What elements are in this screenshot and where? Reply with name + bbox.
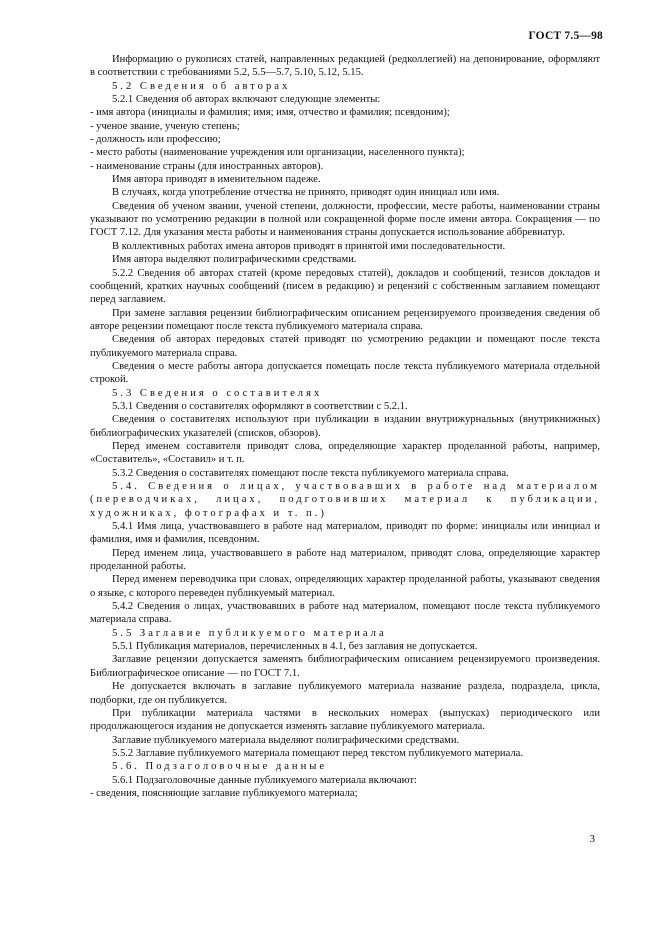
paragraph: 5.6.1 Подзаголовочные данные публикуемого материала включают: — [112, 774, 417, 786]
paragraph: Заглавие публикуемого материала выделяют полиграфическими средствами. — [112, 734, 460, 746]
section-heading: 5.6. Подзаголовочные данные — [112, 761, 328, 773]
section-heading: 5.5 Заглавие публикуемого материала — [112, 627, 387, 639]
page-number: 3 — [589, 833, 595, 845]
paragraph: 5.2.2 Сведения об авторах статей (кроме передовых статей), докладов и сообщений, тезисов докладов и сообщений, кратких научных сообщений (писем в редакцию) и рецензий с собственным заглавием помещают перед заглавием. — [90, 267, 600, 306]
paragraph: При публикации материала частями в нескольких номерах (выпусках) периодического или продолжающегося издания не допускается изменять заглавие публикуемого материала. — [90, 707, 600, 733]
paragraph: Сведения об ученом звании, ученой степени, должности, профессии, месте работы, наименовании страны указывают по усмотрению редакции в полной или сокращенной форме после имени автора. Сокращения — по ГОСТ 7.12. Для указания места работы и наименования страны допускается использование аббревиатур. — [90, 200, 600, 239]
body-text — [90, 53, 600, 800]
section-heading: 5.3 Сведения о составителях — [112, 387, 323, 399]
paragraph: 5.4.1 Имя лица, участвовавшего в работе над материалом, приводят по форме: инициалы или инициал и фамилия, имя и фамилия, псевдоним. — [90, 521, 600, 546]
section-heading: 5.4. Сведения о лицах, участвовавших в работе над материалом (переводчиках, лицах, подготовивших материал к публикации, художниках, фотографах и т. п.) — [90, 481, 600, 519]
paragraph: Имя автора приводят в именительном падеже. — [112, 174, 321, 186]
paragraph: 5.3.2 Сведения о составителях помещают после текста публикуемого материала справа. — [112, 467, 509, 479]
paragraph: Имя автора выделяют полиграфическими средствами. — [112, 254, 357, 266]
paragraph: - имя автора (инициалы и фамилия; имя; имя, отчество и фамилия; псевдоним); — [90, 107, 450, 119]
standard-header: ГОСТ 7.5—98 — [528, 30, 603, 42]
paragraph: - место работы (наименование учреждения или организации, населенного пункта); — [90, 147, 465, 159]
paragraph: 5.2.1 Сведения об авторах включают следующие элементы: — [112, 94, 381, 106]
paragraph: Перед именем переводчика при словах, определяющих характер проделанной работы, указывают сведения о языке, с которого переведен публикуемый материал. — [90, 574, 600, 599]
paragraph: Перед именем составителя приводят слова, определяющие характер проделанной работы, например, «Составитель», «Составил» и т. п. — [90, 440, 600, 466]
paragraph: Сведения об авторах передовых статей приводят по усмотрению редакции и помещают после текста публикуемого материала справа. — [90, 334, 600, 359]
paragraph: Сведения о составителях используют при публикации в издании внутрижурнальных (внутрикнижных) библиографических указателей (списков, обзоров). — [90, 414, 600, 439]
paragraph: - наименование страны (для иностранных авторов). — [90, 160, 324, 172]
paragraph: Заглавие рецензии допускается заменять библиографическим описанием рецензируемого произведения. Библиографическое описание — по ГОСТ 7.1. — [90, 654, 600, 679]
paragraph: - должность или профессию; — [90, 134, 221, 146]
paragraph: Не допускается включать в заглавие публикуемого материала название раздела, подраздела, цикла, подборки, где он публикуется. — [90, 681, 600, 706]
paragraph: 5.3.1 Сведения о составителях оформляют в соответствии с 5.2.1. — [112, 400, 408, 412]
paragraph: В коллективных работах имена авторов приводят в принятой ими последовательности. — [112, 240, 506, 252]
paragraph: 5.5.2 Заглавие публикуемого материала помещают перед текстом публикуемого материала. — [112, 747, 524, 759]
paragraph: - ученое звание, ученую степень; — [90, 120, 240, 132]
paragraph: 5.5.1 Публикация материалов, перечисленных в 4.1, без заглавия не допускается. — [112, 641, 478, 653]
section-heading: 5.2 Сведения об авторах — [112, 80, 291, 92]
paragraph: При замене заглавия рецензии библиографическим описанием рецензируемого произведения сведения об авторе рецензии помещают после текста публикуемого материала справа. — [90, 307, 600, 332]
paragraph: Перед именем лица, участвовавшего в работе над материалом, приводят слова, определяющие характер проделанной работы. — [90, 547, 600, 573]
paragraph: В случаях, когда употребление отчества не принято, приводят один инициал или имя. — [112, 187, 500, 199]
paragraph: Информацию о рукописях статей, направленных редакцией (редколлегией) на депонирование, оформляют в соответствии с требованиями 5.2, 5.5—5.7, 5.10, 5.12, 5.15. — [90, 54, 600, 79]
paragraph: - сведения, поясняющие заглавие публикуемого материала; — [90, 787, 358, 799]
paragraph: Сведения о месте работы автора допускается помещать после текста публикуемого материала отдельной строкой. — [90, 360, 600, 386]
paragraph: 5.4.2 Сведения о лицах, участвовавших в работе над материалом, помещают после текста публикуемого материала справа. — [90, 601, 600, 626]
